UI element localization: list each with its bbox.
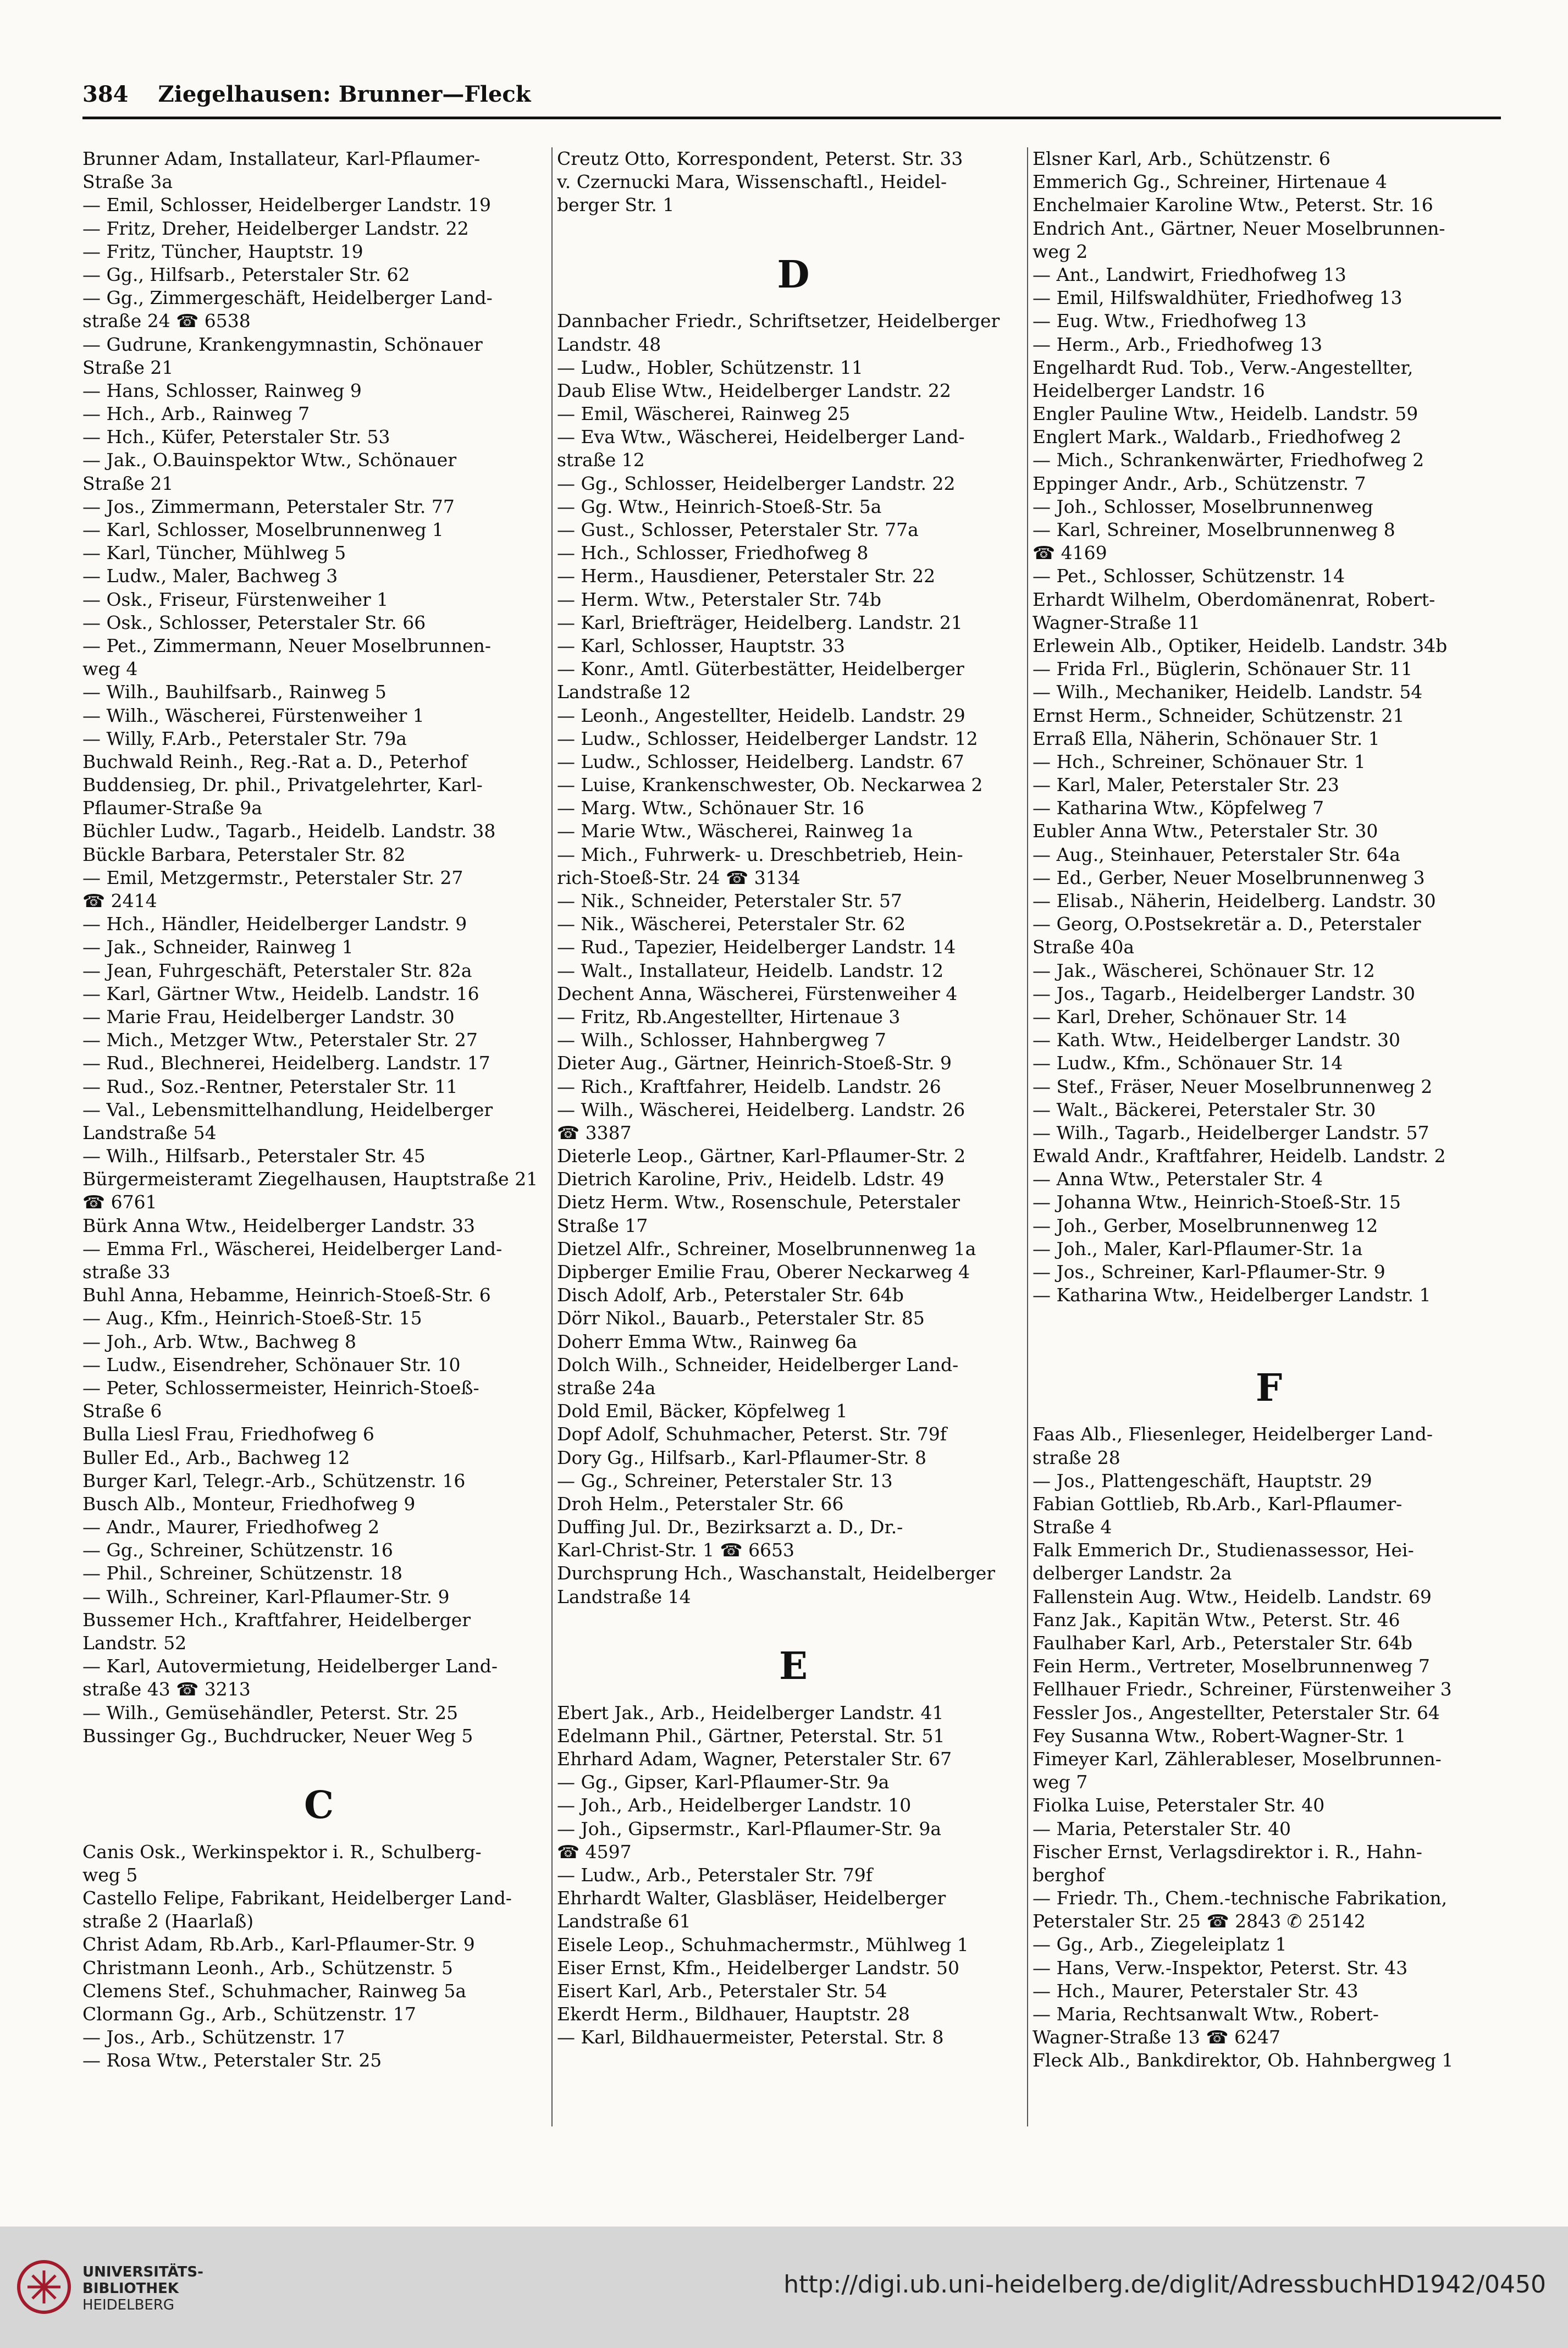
directory-entry-line: — Fritz, Tüncher, Hauptstr. 19 [82,240,363,262]
directory-entry-line: Straße 6 [82,1400,162,1422]
directory-entry-line: Fey Susanna Wtw., Robert-Wagner-Str. 1 [1033,1725,1406,1747]
directory-entry-line: — Rud., Soz.-Rentner, Peterstaler Str. 11 [82,1075,458,1097]
directory-entry-line: Enchelmaier Karoline Wtw., Peterst. Str. 16 [1033,194,1433,216]
directory-entry-line: — Kath. Wtw., Heidelberger Landstr. 30 [1033,1029,1400,1051]
directory-entry-line: — Wilh., Mechaniker, Heidelb. Landstr. 54 [1033,681,1423,703]
directory-entry-line: — Willy, F.Arb., Peterstaler Str. 79a [82,727,407,749]
directory-entry-line: Droh Helm., Peterstaler Str. 66 [557,1493,844,1515]
directory-entry-line: Dechent Anna, Wäscherei, Fürstenweiher 4 [557,982,958,1004]
directory-entry-line: Dipberger Emilie Frau, Oberer Neckarweg 4 [557,1261,970,1283]
directory-entry-line: v. Czernucki Mara, Wissenschaftl., Heidel- [557,171,947,193]
directory-entry-line: — Jean, Fuhrgeschäft, Peterstaler Str. 82a [82,959,472,981]
library-name-line: UNIVERSITÄTS- [82,2264,203,2280]
directory-entry-line: — Jos., Plattengeschäft, Hauptstr. 29 [1033,1469,1372,1491]
directory-entry-line: Creutz Otto, Korrespondent, Peterst. Str. 33 [557,148,963,169]
directory-entry-line: — Herm. Wtw., Peterstaler Str. 74b [557,588,881,610]
directory-entry-line: — Maria, Peterstaler Str. 40 [1033,1817,1291,1839]
directory-entry-line: — Aug., Kfm., Heinrich-Stoeß-Str. 15 [82,1307,422,1329]
directory-entry-line: — Walt., Installateur, Heidelb. Landstr. 12 [557,959,944,981]
directory-entry-line: ☎ 4169 [1033,542,1107,564]
directory-entry-line: — Pet., Schlosser, Schützenstr. 14 [1033,565,1345,587]
directory-entry-line: — Ludw., Schlosser, Heidelberg. Landstr. 67 [557,750,964,772]
directory-entry-line: Dieter Aug., Gärtner, Heinrich-Stoeß-Str. 9 [557,1052,952,1074]
directory-entry-line: — Joh., Arb., Heidelberger Landstr. 10 [557,1794,912,1816]
directory-entry-line: — Katharina Wtw., Köpfelweg 7 [1033,797,1324,819]
directory-entry-line: Dolch Wilh., Schneider, Heidelberger Land- [557,1353,959,1375]
directory-entry-line: — Rud., Blechnerei, Heidelberg. Landstr. 17 [82,1052,490,1074]
library-name-line: BIBLIOTHEK [82,2280,179,2297]
directory-entry-line: Ewald Andr., Kraftfahrer, Heidelb. Landstr. 2 [1033,1145,1446,1167]
directory-entry-line: — Emma Frl., Wäscherei, Heidelberger Land- [82,1237,503,1259]
library-name-line: HEIDELBERG [82,2297,175,2313]
directory-entry-line: — Wilh., Schreiner, Karl-Pflaumer-Str. 9 [82,1585,450,1607]
directory-entry-line: — Val., Lebensmittelhandlung, Heidelberger [82,1098,493,1120]
directory-entry-line: Bulla Liesl Frau, Friedhofweg 6 [82,1423,374,1445]
directory-entry-line: Falk Emmerich Dr., Studienassessor, Hei- [1033,1539,1414,1561]
directory-entry-line: Landstr. 52 [82,1632,187,1654]
directory-entry-line: — Joh., Schlosser, Moselbrunnenweg [1033,495,1373,517]
directory-entry-line: — Jos., Arb., Schützenstr. 17 [82,2026,345,2048]
directory-entry-line: — Karl, Schlosser, Moselbrunnenweg 1 [82,519,444,540]
directory-entry-line: — Karl, Schlosser, Hauptstr. 33 [557,634,845,656]
directory-entry-line: Castello Felipe, Fabrikant, Heidelberger Land- [82,1887,512,1909]
directory-entry-line: — Wilh., Tagarb., Heidelberger Landstr. 57 [1033,1121,1429,1143]
directory-entry-line: Brunner Adam, Installateur, Karl-Pflaumer- [82,148,481,169]
directory-entry-line: — Mich., Schrankenwärter, Friedhofweg 2 [1033,449,1425,471]
directory-entry-line: Christmann Leonh., Arb., Schützenstr. 5 [82,1957,453,1979]
university-seal-icon [16,2259,71,2314]
directory-entry-line: rich-Stoeß-Str. 24 ☎ 3134 [557,866,800,888]
directory-entry-line: — Ludw., Maler, Bachweg 3 [82,565,338,587]
header-rule [82,117,1501,119]
directory-entry-line: — Emil, Hilfswaldhüter, Friedhofweg 13 [1033,287,1403,309]
directory-entry-line: Fimeyer Karl, Zählerableser, Moselbrunnen- [1033,1748,1442,1770]
directory-entry-line: — Karl, Tüncher, Mühlweg 5 [82,542,346,564]
directory-entry-line: — Ludw., Eisendreher, Schönauer Str. 10 [82,1353,461,1375]
directory-entry-line: berghof [1033,1864,1105,1886]
directory-entry-line: Faas Alb., Fliesenleger, Heidelberger Land- [1033,1423,1433,1445]
directory-entry-line: Engelhardt Rud. Tob., Verw.-Angestellter, [1033,356,1414,378]
directory-entry-line: — Gg., Zimmergeschäft, Heidelberger Land- [82,287,493,309]
directory-entry-line: Duffing Jul. Dr., Bezirksarzt a. D., Dr.- [557,1516,903,1538]
directory-entry-line: Fallenstein Aug. Wtw., Heidelb. Landstr. 69 [1033,1585,1432,1607]
directory-entry-line: Bussemer Hch., Kraftfahrer, Heidelberger [82,1609,471,1631]
directory-entry-line: — Jak., Wäscherei, Schönauer Str. 12 [1033,959,1375,981]
directory-entry-line: Doherr Emma Wtw., Rainweg 6a [557,1330,858,1352]
directory-entry-line: Buddensieg, Dr. phil., Privatgelehrter, Karl- [82,774,483,796]
directory-entry-line: — Andr., Maurer, Friedhofweg 2 [82,1516,380,1538]
directory-entry-line: — Fritz, Rb.Angestellter, Hirtenaue 3 [557,1006,901,1027]
directory-entry-line: Ekerdt Herm., Bildhauer, Hauptstr. 28 [557,2003,910,2025]
column-3 [1033,147,1505,2073]
page-header [82,81,531,107]
directory-entry-line: — Hch., Schlosser, Friedhofweg 8 [557,542,869,564]
directory-entry-line: — Peter, Schlossermeister, Heinrich-Stoeß- [82,1377,479,1399]
directory-entry-line: Landstraße 61 [557,1910,691,1932]
directory-entry-line: — Wilh., Gemüsehändler, Peterst. Str. 25 [82,1701,459,1723]
directory-entry-line: weg 5 [82,1864,138,1886]
directory-entry-line: — Jak., O.Bauinspektor Wtw., Schönauer [82,449,457,471]
directory-entry-line: Busch Alb., Monteur, Friedhofweg 9 [82,1493,416,1515]
directory-entry-line: — Hch., Händler, Heidelberger Landstr. 9 [82,913,467,935]
directory-entry-line: Emmerich Gg., Schreiner, Hirtenaue 4 [1033,171,1387,193]
directory-entry-line: Buhl Anna, Hebamme, Heinrich-Stoeß-Str. 6 [82,1284,491,1306]
directory-entry-line: — Leonh., Angestellter, Heidelb. Landstr. 29 [557,704,965,726]
library-footer [0,2227,1568,2348]
directory-entry-line: Erlewein Alb., Optiker, Heidelb. Landstr. 34b [1033,634,1448,656]
directory-entry-line: Engler Pauline Wtw., Heidelb. Landstr. 59 [1033,403,1418,425]
directory-entry-line: weg 4 [82,658,138,680]
directory-entry-line: Englert Mark., Waldarb., Friedhofweg 2 [1033,426,1401,448]
directory-entry-line: Karl-Christ-Str. 1 ☎ 6653 [557,1539,795,1561]
page-title: Ziegelhausen: Brunner—Fleck [158,81,531,107]
directory-entry-line: — Wilh., Wäscherei, Heidelberg. Landstr. 26 [557,1098,965,1120]
directory-entry-line: Peterstaler Str. 25 ☎ 2843 ✆ 25142 [1033,1910,1366,1932]
directory-entry-line: — Wilh., Schlosser, Hahnbergweg 7 [557,1029,886,1051]
directory-entry-line: Dannbacher Friedr., Schriftsetzer, Heidelberger [557,310,1000,332]
directory-entry-line: — Stef., Fräser, Neuer Moselbrunnenweg 2 [1033,1075,1433,1097]
directory-entry-line: — Frida Frl., Büglerin, Schönauer Str. 11 [1033,658,1413,680]
source-url-link[interactable]: http://digi.ub.uni-heidelberg.de/diglit/AdressbuchHD1942/0450 [783,2270,1546,2299]
directory-entry-line: Eisert Karl, Arb., Peterstaler Str. 54 [557,1980,887,2002]
directory-entry-line: Edelmann Phil., Gärtner, Peterstal. Str. 51 [557,1725,945,1747]
directory-entry-line: — Gudrune, Krankengymnastin, Schönauer [82,333,483,355]
directory-entry-line: — Ludw., Kfm., Schönauer Str. 14 [1033,1052,1343,1074]
directory-entry-line: Straße 21 [82,356,174,378]
directory-entry-line: Straße 4 [1033,1516,1112,1538]
directory-entry-line: ☎ 4597 [557,1841,632,1863]
directory-entry-line: weg 7 [1033,1771,1088,1793]
directory-entry-line: — Aug., Steinhauer, Peterstaler Str. 64a [1033,843,1400,865]
directory-entry-line: Straße 3a [82,171,173,193]
page-number: 384 [82,81,129,107]
directory-entry-line: Eppinger Andr., Arb., Schützenstr. 7 [1033,472,1366,494]
directory-entry-line: — Gg., Hilfsarb., Peterstaler Str. 62 [82,263,410,285]
directory-entry-line: — Gg., Gipser, Karl-Pflaumer-Str. 9a [557,1771,890,1793]
directory-entry-line: Fanz Jak., Kapitän Wtw., Peterst. Str. 46 [1033,1609,1400,1631]
directory-entry-line: straße 43 ☎ 3213 [82,1678,251,1700]
directory-entry-line: Daub Elise Wtw., Heidelberger Landstr. 22 [557,379,951,401]
directory-entry-line: straße 28 [1033,1446,1120,1468]
directory-entry-line: — Ludw., Arb., Peterstaler Str. 79f [557,1864,873,1886]
directory-entry-line: Ehrhardt Walter, Glasbläser, Heidelberger [557,1887,946,1909]
directory-entry-line: — Elisab., Näherin, Heidelberg. Landstr. 30 [1033,890,1436,911]
directory-entry-line: Ernst Herm., Schneider, Schützenstr. 21 [1033,704,1405,726]
blank-line [1033,1330,1505,1353]
directory-entry-line: Elsner Karl, Arb., Schützenstr. 6 [1033,148,1330,169]
directory-entry-line: — Eug. Wtw., Friedhofweg 13 [1033,310,1307,332]
directory-entry-line: Ebert Jak., Arb., Heidelberger Landstr. 41 [557,1701,944,1723]
directory-entry-line: — Gg., Schlosser, Heidelberger Landstr. 22 [557,472,956,494]
column-2 [557,147,1030,2049]
directory-entry-line: — Katharina Wtw., Heidelberger Landstr. 1 [1033,1284,1431,1306]
directory-entry-line: — Marg. Wtw., Schönauer Str. 16 [557,797,864,819]
directory-entry-line: Dörr Nikol., Bauarb., Peterstaler Str. 85 [557,1307,925,1329]
directory-entry-line: Christ Adam, Rb.Arb., Karl-Pflaumer-Str. 9 [82,1933,475,1955]
directory-entry-line: — Hch., Schreiner, Schönauer Str. 1 [1033,750,1366,772]
directory-entry-line: Heidelberger Landstr. 16 [1033,379,1265,401]
directory-entry-line: — Gg., Schreiner, Schützenstr. 16 [82,1539,393,1561]
directory-entry-line: Buller Ed., Arb., Bachweg 12 [82,1446,350,1468]
directory-entry-line: Eiser Ernst, Kfm., Heidelberger Landstr. 50 [557,1957,959,1979]
directory-entry-line: — Gg. Wtw., Heinrich-Stoeß-Str. 5a [557,495,882,517]
library-name [82,2264,203,2313]
directory-entry-line: — Jos., Schreiner, Karl-Pflaumer-Str. 9 [1033,1261,1385,1283]
directory-entry-line: straße 2 (Haarlaß) [82,1910,254,1932]
column-divider [1027,147,1028,2126]
directory-entry-line: Clormann Gg., Arb., Schützenstr. 17 [82,2003,416,2025]
directory-entry-line: — Walt., Bäckerei, Peterstaler Str. 30 [1033,1098,1376,1120]
section-letter: F [1255,1366,1283,1410]
directory-entry-line: Bürk Anna Wtw., Heidelberger Landstr. 33 [82,1214,475,1236]
directory-entry-line: — Osk., Friseur, Fürstenweiher 1 [82,588,389,610]
directory-entry-line: Eubler Anna Wtw., Peterstaler Str. 30 [1033,820,1378,842]
directory-entry-line: ☎ 2414 [82,890,157,911]
directory-entry-line: — Nik., Wäscherei, Peterstaler Str. 62 [557,913,906,935]
directory-entry-line: Fellhauer Friedr., Schreiner, Fürstenweiher 3 [1033,1678,1452,1700]
directory-entry-line: Bürgermeisteramt Ziegelhausen, Hauptstraße 21 [82,1168,538,1190]
directory-entry-line: — Konr., Amtl. Güterbestätter, Heidelberger [557,658,964,680]
directory-entry-line: Wagner-Straße 11 [1033,611,1200,633]
directory-entry-line: Straße 17 [557,1214,648,1236]
directory-entry-line: — Wilh., Wäscherei, Fürstenweiher 1 [82,704,424,726]
directory-entry-line: Dory Gg., Hilfsarb., Karl-Pflaumer-Str. 8 [557,1446,926,1468]
directory-entry-line: — Karl, Maler, Peterstaler Str. 23 [1033,774,1339,796]
directory-entry-line: Dold Emil, Bäcker, Köpfelweg 1 [557,1400,848,1422]
directory-entry-line: — Rosa Wtw., Peterstaler Str. 25 [82,2049,382,2071]
directory-entry-line: Fessler Jos., Angestellter, Peterstaler Str. 64 [1033,1701,1440,1723]
directory-entry-line: Büchler Ludw., Tagarb., Heidelb. Landstr. 38 [82,820,496,842]
directory-entry-line: ☎ 3387 [557,1121,632,1143]
directory-entry-line: Landstraße 12 [557,681,691,703]
blank-line [82,1748,555,1771]
directory-entry-line: — Maria, Rechtsanwalt Wtw., Robert- [1033,2003,1379,2025]
directory-entry-line: — Jos., Zimmermann, Peterstaler Str. 77 [82,495,455,517]
directory-entry-line: — Emil, Metzgermstr., Peterstaler Str. 27 [82,866,463,888]
directory-entry-line: Straße 40a [1033,936,1135,958]
directory-entry-line: — Karl, Gärtner Wtw., Heidelb. Landstr. 16 [82,982,479,1004]
directory-entry-line: — Anna Wtw., Peterstaler Str. 4 [1033,1168,1323,1190]
directory-entry-line: — Fritz, Dreher, Heidelberger Landstr. 22 [82,217,469,239]
directory-entry-line: Dietrich Karoline, Priv., Heidelb. Ldstr. 49 [557,1168,945,1190]
column-1 [82,147,555,2073]
directory-entry-line: — Gg., Arb., Ziegeleiplatz 1 [1033,1933,1287,1955]
directory-entry-line: — Joh., Arb. Wtw., Bachweg 8 [82,1330,357,1352]
directory-entry-line: straße 24 ☎ 6538 [82,310,251,332]
directory-entry-line: Fein Herm., Vertreter, Moselbrunnenweg 7 [1033,1655,1430,1677]
directory-entry-line: — Karl, Bildhauermeister, Peterstal. Str. 8 [557,2026,944,2048]
directory-entry-line: — Rud., Tapezier, Heidelberger Landstr. 14 [557,936,956,958]
directory-entry-line: berger Str. 1 [557,194,675,216]
directory-entry-line: — Emil, Schlosser, Heidelberger Landstr. 19 [82,194,491,216]
directory-entry-line: Faulhaber Karl, Arb., Peterstaler Str. 64b [1033,1632,1412,1654]
directory-entry-line: Straße 21 [82,472,174,494]
directory-entry-line: — Mich., Metzger Wtw., Peterstaler Str. 27 [82,1029,478,1051]
directory-entry-line: — Wilh., Bauhilfsarb., Rainweg 5 [82,681,387,703]
directory-entry-line: Buchwald Reinh., Reg.-Rat a. D., Peterhof [82,750,467,772]
section-letter: E [779,1644,808,1689]
directory-entry-line: — Hch., Maurer, Peterstaler Str. 43 [1033,1980,1359,2002]
section-letter: C [303,1783,334,1828]
directory-entry-line: delberger Landstr. 2a [1033,1562,1232,1584]
directory-entry-line: — Hans, Schlosser, Rainweg 9 [82,379,362,401]
directory-entry-line: weg 2 [1033,240,1088,262]
directory-entry-line: — Joh., Gipsermstr., Karl-Pflaumer-Str. 9a [557,1817,942,1839]
section-letter: D [777,252,810,297]
directory-entry-line: — Rich., Kraftfahrer, Heidelb. Landstr. 26 [557,1075,941,1097]
directory-entry-line: Erhardt Wilhelm, Oberdomänenrat, Robert- [1033,588,1436,610]
directory-entry-line: — Marie Frau, Heidelberger Landstr. 30 [82,1006,455,1027]
directory-entry-line: — Hch., Arb., Rainweg 7 [82,403,310,425]
directory-entry-line: straße 12 [557,449,645,471]
directory-entry-line: — Herm., Hausdiener, Peterstaler Str. 22 [557,565,936,587]
directory-entry-line: — Joh., Gerber, Moselbrunnenweg 12 [1033,1214,1378,1236]
directory-entry-line: — Ludw., Hobler, Schützenstr. 11 [557,356,863,378]
directory-entry-line: — Eva Wtw., Wäscherei, Heidelberger Land- [557,426,965,448]
directory-entry-line: Fiolka Luise, Peterstaler Str. 40 [1033,1794,1325,1816]
directory-entry-line: — Friedr. Th., Chem.-technische Fabrikation, [1033,1887,1448,1909]
directory-entry-line: — Herm., Arb., Friedhofweg 13 [1033,333,1323,355]
directory-entry-line: — Johanna Wtw., Heinrich-Stoeß-Str. 15 [1033,1191,1401,1213]
directory-entry-line: — Gg., Schreiner, Peterstaler Str. 13 [557,1469,893,1491]
directory-entry-line: ☎ 6761 [82,1191,157,1213]
directory-entry-line: — Ed., Gerber, Neuer Moselbrunnenweg 3 [1033,866,1425,888]
directory-entry-line: — Nik., Schneider, Peterstaler Str. 57 [557,890,902,912]
directory-entry-line: Durchsprung Hch., Waschanstalt, Heidelberger [557,1562,996,1584]
directory-entry-line: Dietzel Alfr., Schreiner, Moselbrunnenweg 1a [557,1237,976,1259]
directory-entry-line: Fleck Alb., Bankdirektor, Ob. Hahnbergweg 1 [1033,2049,1454,2071]
directory-entry-line: — Luise, Krankenschwester, Ob. Neckarwea 2 [557,774,983,796]
directory-entry-line: — Marie Wtw., Wäscherei, Rainweg 1a [557,820,913,842]
directory-entry-line: — Ant., Landwirt, Friedhofweg 13 [1033,263,1346,285]
directory-entry-line: Erraß Ella, Näherin, Schönauer Str. 1 [1033,727,1380,749]
directory-entry-line: — Osk., Schlosser, Peterstaler Str. 66 [82,611,426,633]
directory-entry-line: Eisele Leop., Schuhmachermstr., Mühlweg 1 [557,1933,969,1955]
directory-entry-line: — Emil, Wäscherei, Rainweg 25 [557,403,851,425]
directory-entry-line: Disch Adolf, Arb., Peterstaler Str. 64b [557,1284,904,1306]
directory-entry-line: — Karl, Briefträger, Heidelberg. Landstr. 21 [557,611,963,633]
blank-line [557,1609,1030,1632]
directory-entry-line: Burger Karl, Telegr.-Arb., Schützenstr. 16 [82,1469,466,1491]
directory-entry-line: — Jak., Schneider, Rainweg 1 [82,936,354,958]
directory-entry-line: — Phil., Schreiner, Schützenstr. 18 [82,1562,402,1584]
directory-entry-line: Dietz Herm. Wtw., Rosenschule, Peterstaler [557,1191,960,1213]
directory-entry-line: — Ludw., Schlosser, Heidelberger Landstr. 12 [557,727,978,749]
blank-line [1033,1307,1505,1330]
directory-entry-line: Clemens Stef., Schuhmacher, Rainweg 5a [82,1980,467,2002]
directory-entry-line: Canis Osk., Werkinspektor i. R., Schulberg- [82,1841,482,1863]
directory-entry-line: Fabian Gottlieb, Rb.Arb., Karl-Pflaumer- [1033,1493,1403,1515]
directory-entry-line: — Hans, Verw.-Inspektor, Peterst. Str. 43 [1033,1957,1408,1979]
directory-entry-line: Bussinger Gg., Buchdrucker, Neuer Weg 5 [82,1725,473,1747]
directory-entry-line: straße 24a [557,1377,656,1399]
directory-entry-line: — Wilh., Hilfsarb., Peterstaler Str. 45 [82,1145,426,1167]
directory-entry-line: Landstraße 14 [557,1585,691,1607]
directory-entry-line: — Pet., Zimmermann, Neuer Moselbrunnen- [82,634,492,656]
directory-entry-line: Landstraße 54 [82,1121,217,1143]
directory-entry-line: Ehrhard Adam, Wagner, Peterstaler Str. 67 [557,1748,952,1770]
directory-entry-line: Fischer Ernst, Verlagsdirektor i. R., Hahn- [1033,1841,1422,1863]
directory-entry-line: Bückle Barbara, Peterstaler Str. 82 [82,843,406,865]
directory-entry-line: — Hch., Küfer, Peterstaler Str. 53 [82,426,390,448]
directory-entry-line: Endrich Ant., Gärtner, Neuer Moselbrunnen- [1033,217,1445,239]
directory-entry-line: Dieterle Leop., Gärtner, Karl-Pflaumer-Str. 2 [557,1145,966,1167]
directory-entry-line: — Jos., Tagarb., Heidelberger Landstr. 30 [1033,982,1415,1004]
directory-entry-line: — Joh., Maler, Karl-Pflaumer-Str. 1a [1033,1237,1363,1259]
directory-entry-line: — Gust., Schlosser, Peterstaler Str. 77a [557,519,919,541]
directory-entry-line: — Georg, O.Postsekretär a. D., Peterstaler [1033,913,1421,935]
blank-line [557,217,1030,240]
directory-entry-line: Pflaumer-Straße 9a [82,797,262,819]
directory-entry-line: Landstr. 48 [557,333,661,355]
directory-entry-line: — Mich., Fuhrwerk- u. Dreschbetrieb, Hein- [557,843,963,865]
directory-entry-line: Wagner-Straße 13 ☎ 6247 [1033,2026,1280,2048]
column-divider [551,147,553,2126]
directory-entry-line: — Karl, Schreiner, Moselbrunnenweg 8 [1033,519,1395,540]
directory-entry-line: Dopf Adolf, Schuhmacher, Peterst. Str. 79f [557,1423,947,1445]
directory-entry-line: straße 33 [82,1261,170,1283]
directory-entry-line: — Karl, Dreher, Schönauer Str. 14 [1033,1006,1347,1027]
directory-entry-line: — Karl, Autovermietung, Heidelberger Land- [82,1655,498,1677]
